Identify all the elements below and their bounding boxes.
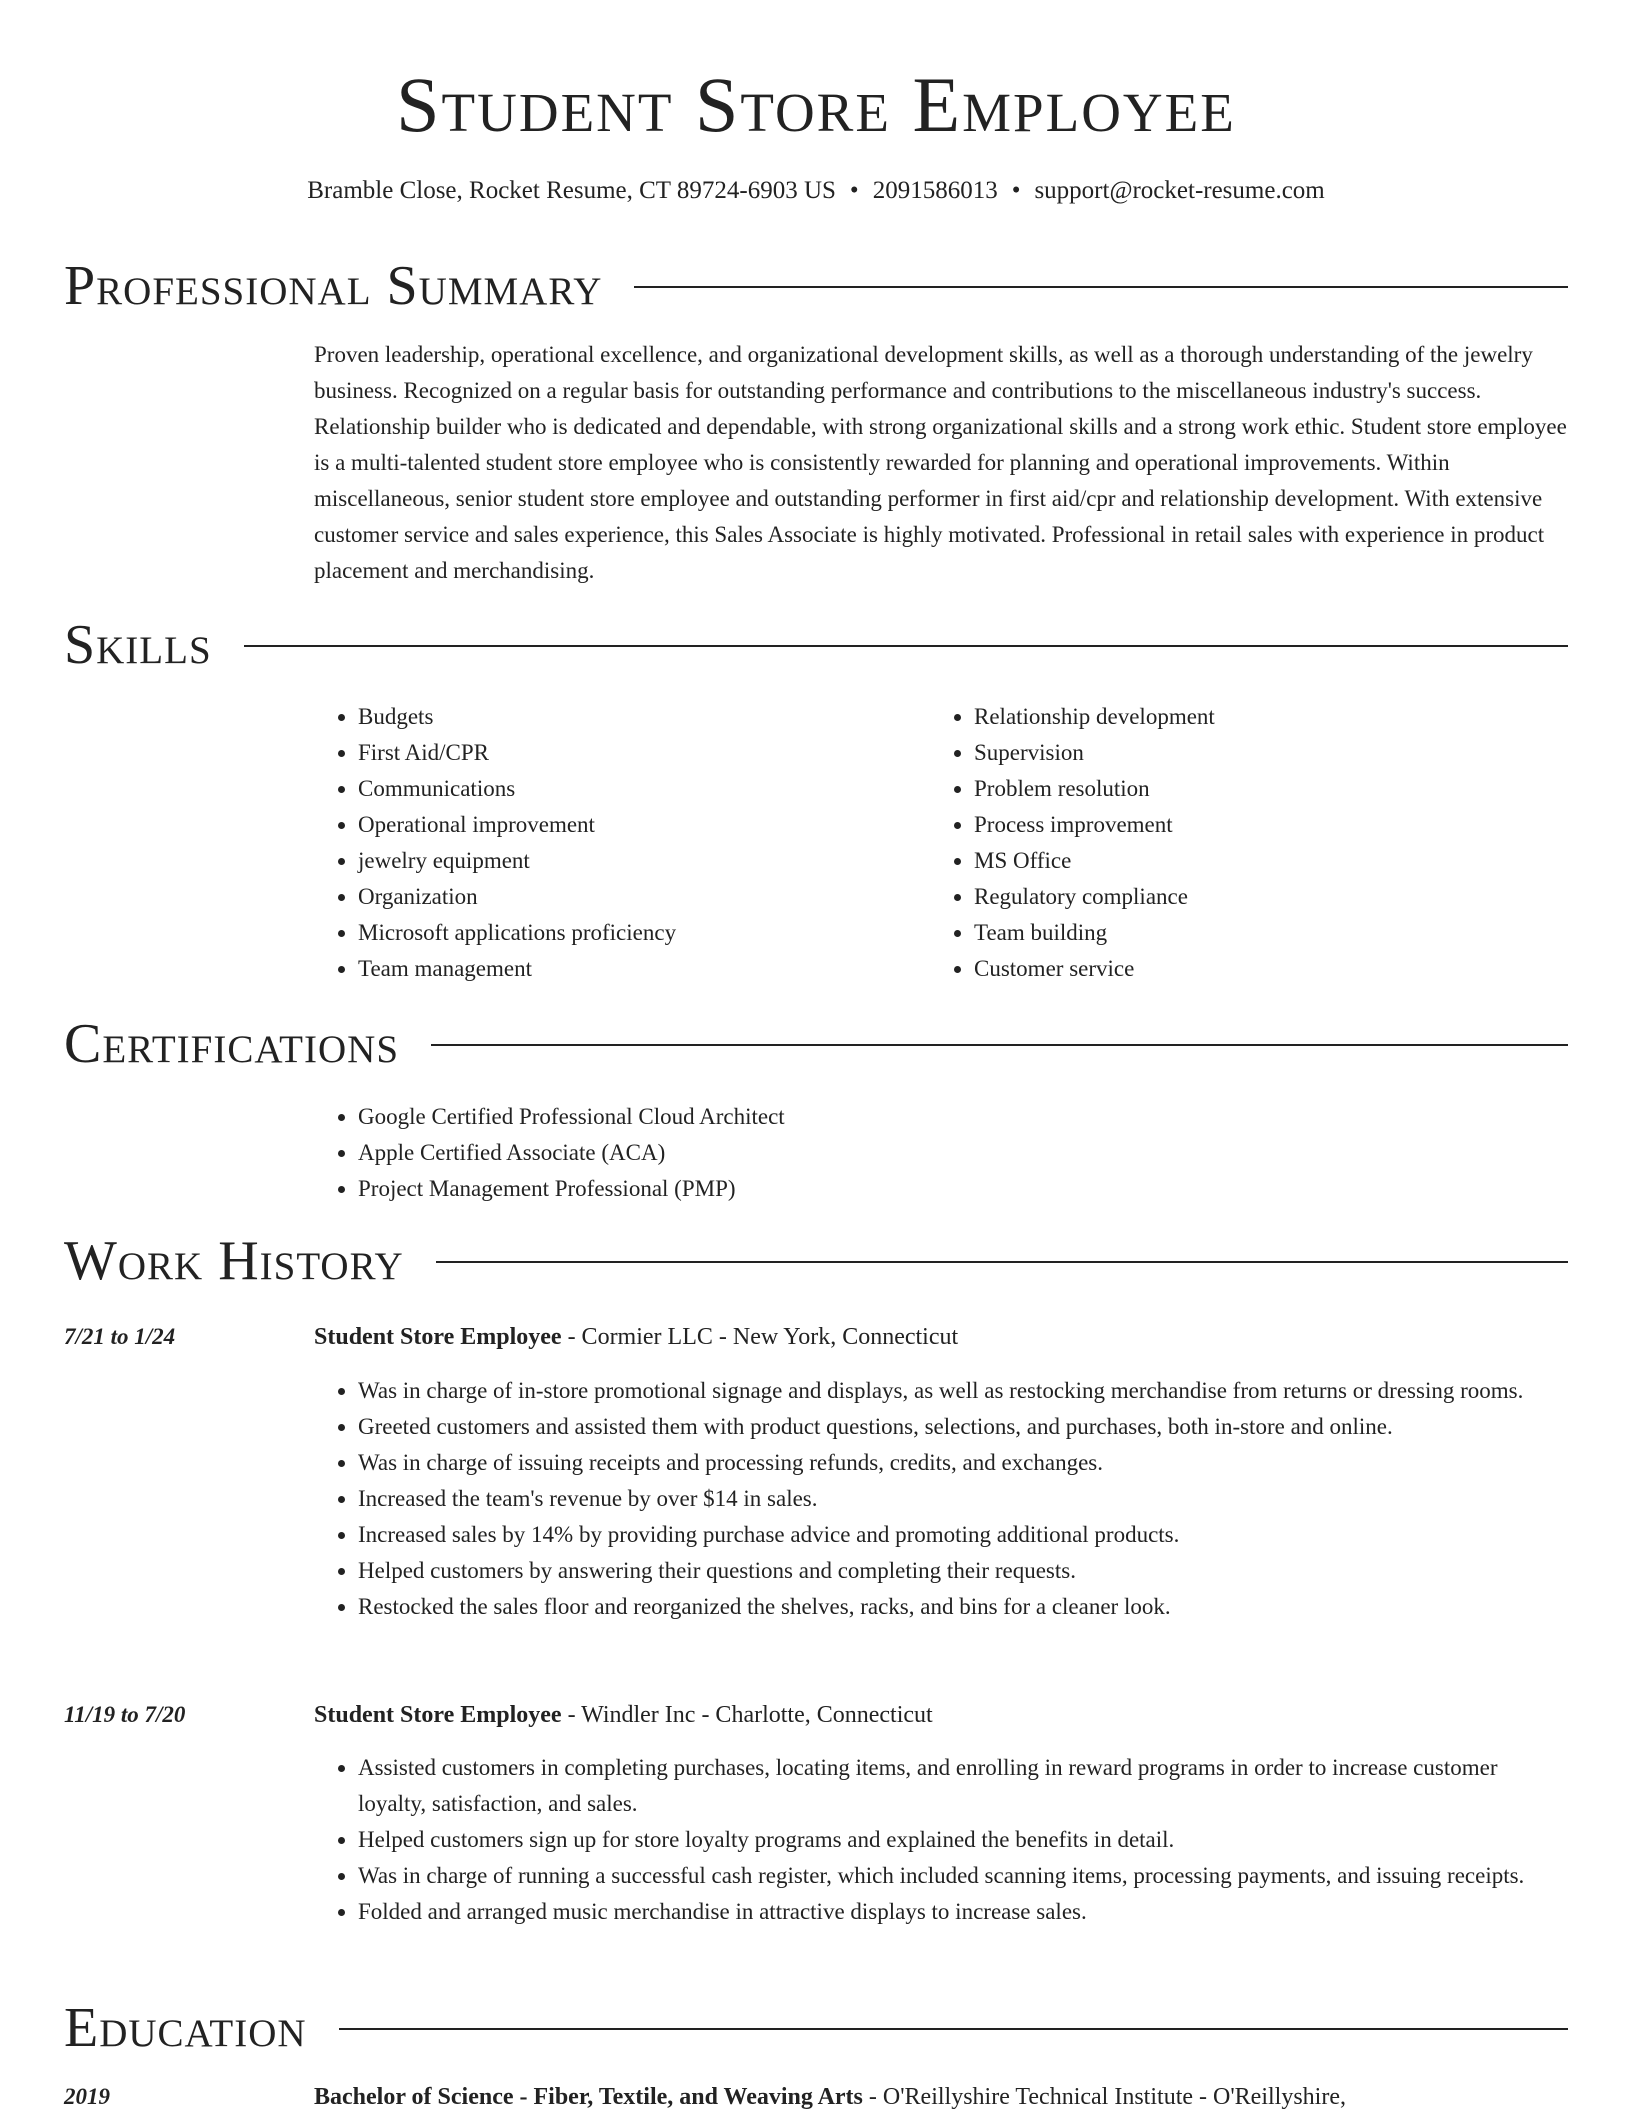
- contact-line: [0, 174, 1632, 208]
- job-bullet: • Helped customers sign up for store loyalty programs and explained the benefits in detail.: [358, 1822, 1570, 1858]
- job-bullet: • Assisted customers in completing purchases, locating items, and enrolling in reward programs in order to increase customer loyalty, satisfaction, and sales.: [358, 1750, 1570, 1822]
- education-details: - O'Reillyshire Technical Institute - O'Reillyshire,: [862, 2084, 1346, 2110]
- skill-item: • Communications: [358, 771, 924, 807]
- job-bullet: • Was in charge of issuing receipts and processing refunds, credits, and exchanges.: [358, 1445, 1570, 1481]
- section-title: Education: [64, 1997, 307, 2059]
- skills-list-right: [930, 699, 1540, 987]
- section-title: Skills: [64, 614, 212, 676]
- contact-separator: •: [1011, 177, 1021, 204]
- certification-item: • Apple Certified Associate (ACA): [358, 1135, 1570, 1171]
- job-details: - Windler Inc - Charlotte, Connecticut: [561, 1702, 933, 1728]
- section-header-work-history: [64, 1229, 1568, 1293]
- job-details: - Cormier LLC - New York, Connecticut: [561, 1324, 959, 1350]
- skill-item: • Operational improvement: [358, 807, 924, 843]
- job-bullet: • Increased sales by 14% by providing purchase advice and promoting additional products.: [358, 1517, 1570, 1553]
- section-title: Certifications: [64, 1013, 400, 1075]
- job-title-line: [314, 1319, 1570, 1355]
- section-header-summary: [64, 254, 1568, 318]
- section-divider: [244, 645, 1568, 647]
- skills-list-left: [314, 699, 924, 987]
- job-bullets: [314, 1373, 1570, 1625]
- certification-item: • Google Certified Professional Cloud Architect: [358, 1099, 1570, 1135]
- job-title-line: [314, 1697, 1570, 1733]
- skill-item: • Customer service: [974, 951, 1540, 987]
- skill-item: • Regulatory compliance: [974, 879, 1540, 915]
- job-bullets: [314, 1750, 1570, 1930]
- contact-email[interactable]: support@rocket-resume.com: [1034, 177, 1325, 204]
- section-divider: [431, 1044, 1568, 1046]
- skill-item: • Problem resolution: [974, 771, 1540, 807]
- contact-phone: 2091586013: [872, 177, 998, 204]
- skill-item: • Budgets: [358, 699, 924, 735]
- skill-item: • Team building: [974, 915, 1540, 951]
- job-dates: 7/21 to 1/24: [64, 1324, 176, 1349]
- skill-item: • MS Office: [974, 843, 1540, 879]
- education-line: [314, 2079, 1570, 2112]
- job-dates: 11/19 to 7/20: [64, 1702, 186, 1727]
- skill-item: • Organization: [358, 879, 924, 915]
- job-role: Student Store Employee: [314, 1702, 562, 1728]
- contact-address: Bramble Close, Rocket Resume, CT 89724-6903 US: [307, 177, 836, 204]
- section-divider: [634, 286, 1568, 288]
- job-bullet: • Increased the team's revenue by over $14 in sales.: [358, 1481, 1570, 1517]
- contact-separator: •: [849, 177, 859, 204]
- section-divider: [436, 1261, 1568, 1263]
- job-bullet: • Restocked the sales floor and reorganized the shelves, racks, and bins for a cleaner look.: [358, 1589, 1570, 1625]
- skill-item: • Supervision: [974, 735, 1540, 771]
- certification-item: • Project Management Professional (PMP): [358, 1171, 1570, 1207]
- job-bullet: • Folded and arranged music merchandise in attractive displays to increase sales.: [358, 1894, 1570, 1930]
- certifications-list: [314, 1099, 1570, 1207]
- skill-item: • Microsoft applications proficiency: [358, 915, 924, 951]
- section-header-certifications: [64, 1012, 1568, 1076]
- section-title: Work History: [64, 1230, 404, 1292]
- skill-item: • Process improvement: [974, 807, 1540, 843]
- job-role: Student Store Employee: [314, 1324, 562, 1350]
- job-bullet: • Was in charge of running a successful cash register, which included scanning items, processing payments, and issuing receipts.: [358, 1858, 1570, 1894]
- education-year: 2019: [64, 2084, 110, 2109]
- skill-item: • First Aid/CPR: [358, 735, 924, 771]
- skill-item: • jewelry equipment: [358, 843, 924, 879]
- education-degree: Bachelor of Science - Fiber, Textile, and Weaving Arts: [314, 2084, 863, 2110]
- job-bullet: • Greeted customers and assisted them with product questions, selections, and purchases, both in-store and online.: [358, 1409, 1570, 1445]
- job-bullet: • Was in charge of in-store promotional signage and displays, as well as restocking merchandise from returns or dressing rooms.: [358, 1373, 1570, 1409]
- section-header-education: [64, 1996, 1568, 2060]
- resume-name: Student Store Employee: [396, 61, 1236, 148]
- section-divider: [339, 2028, 1568, 2030]
- section-title: Professional Summary: [64, 255, 603, 317]
- skill-item: • Relationship development: [974, 699, 1540, 735]
- summary-text: Proven leadership, operational excellence, and organizational development skills, as well as a thorough understanding of the jewelry business. Recognized on a regular basis for outstanding performance and contributions to the miscellaneous industry's success. Relationship builder who is dedicated and dependable, with strong organizational skills and a strong work ethic. Student store employee is a multi-talented student store employee who is consistently rewarded for planning and operational improvements. Within miscellaneous, senior student store employee and outstanding performer in first aid/cpr and relationship development. With extensive customer service and sales experience, this Sales Associate is highly motivated. Professional in retail sales with experience in product placement and merchandising.: [314, 342, 1567, 583]
- skill-item: • Team management: [358, 951, 924, 987]
- section-header-skills: [64, 613, 1568, 677]
- job-bullet: • Helped customers by answering their questions and completing their requests.: [358, 1553, 1570, 1589]
